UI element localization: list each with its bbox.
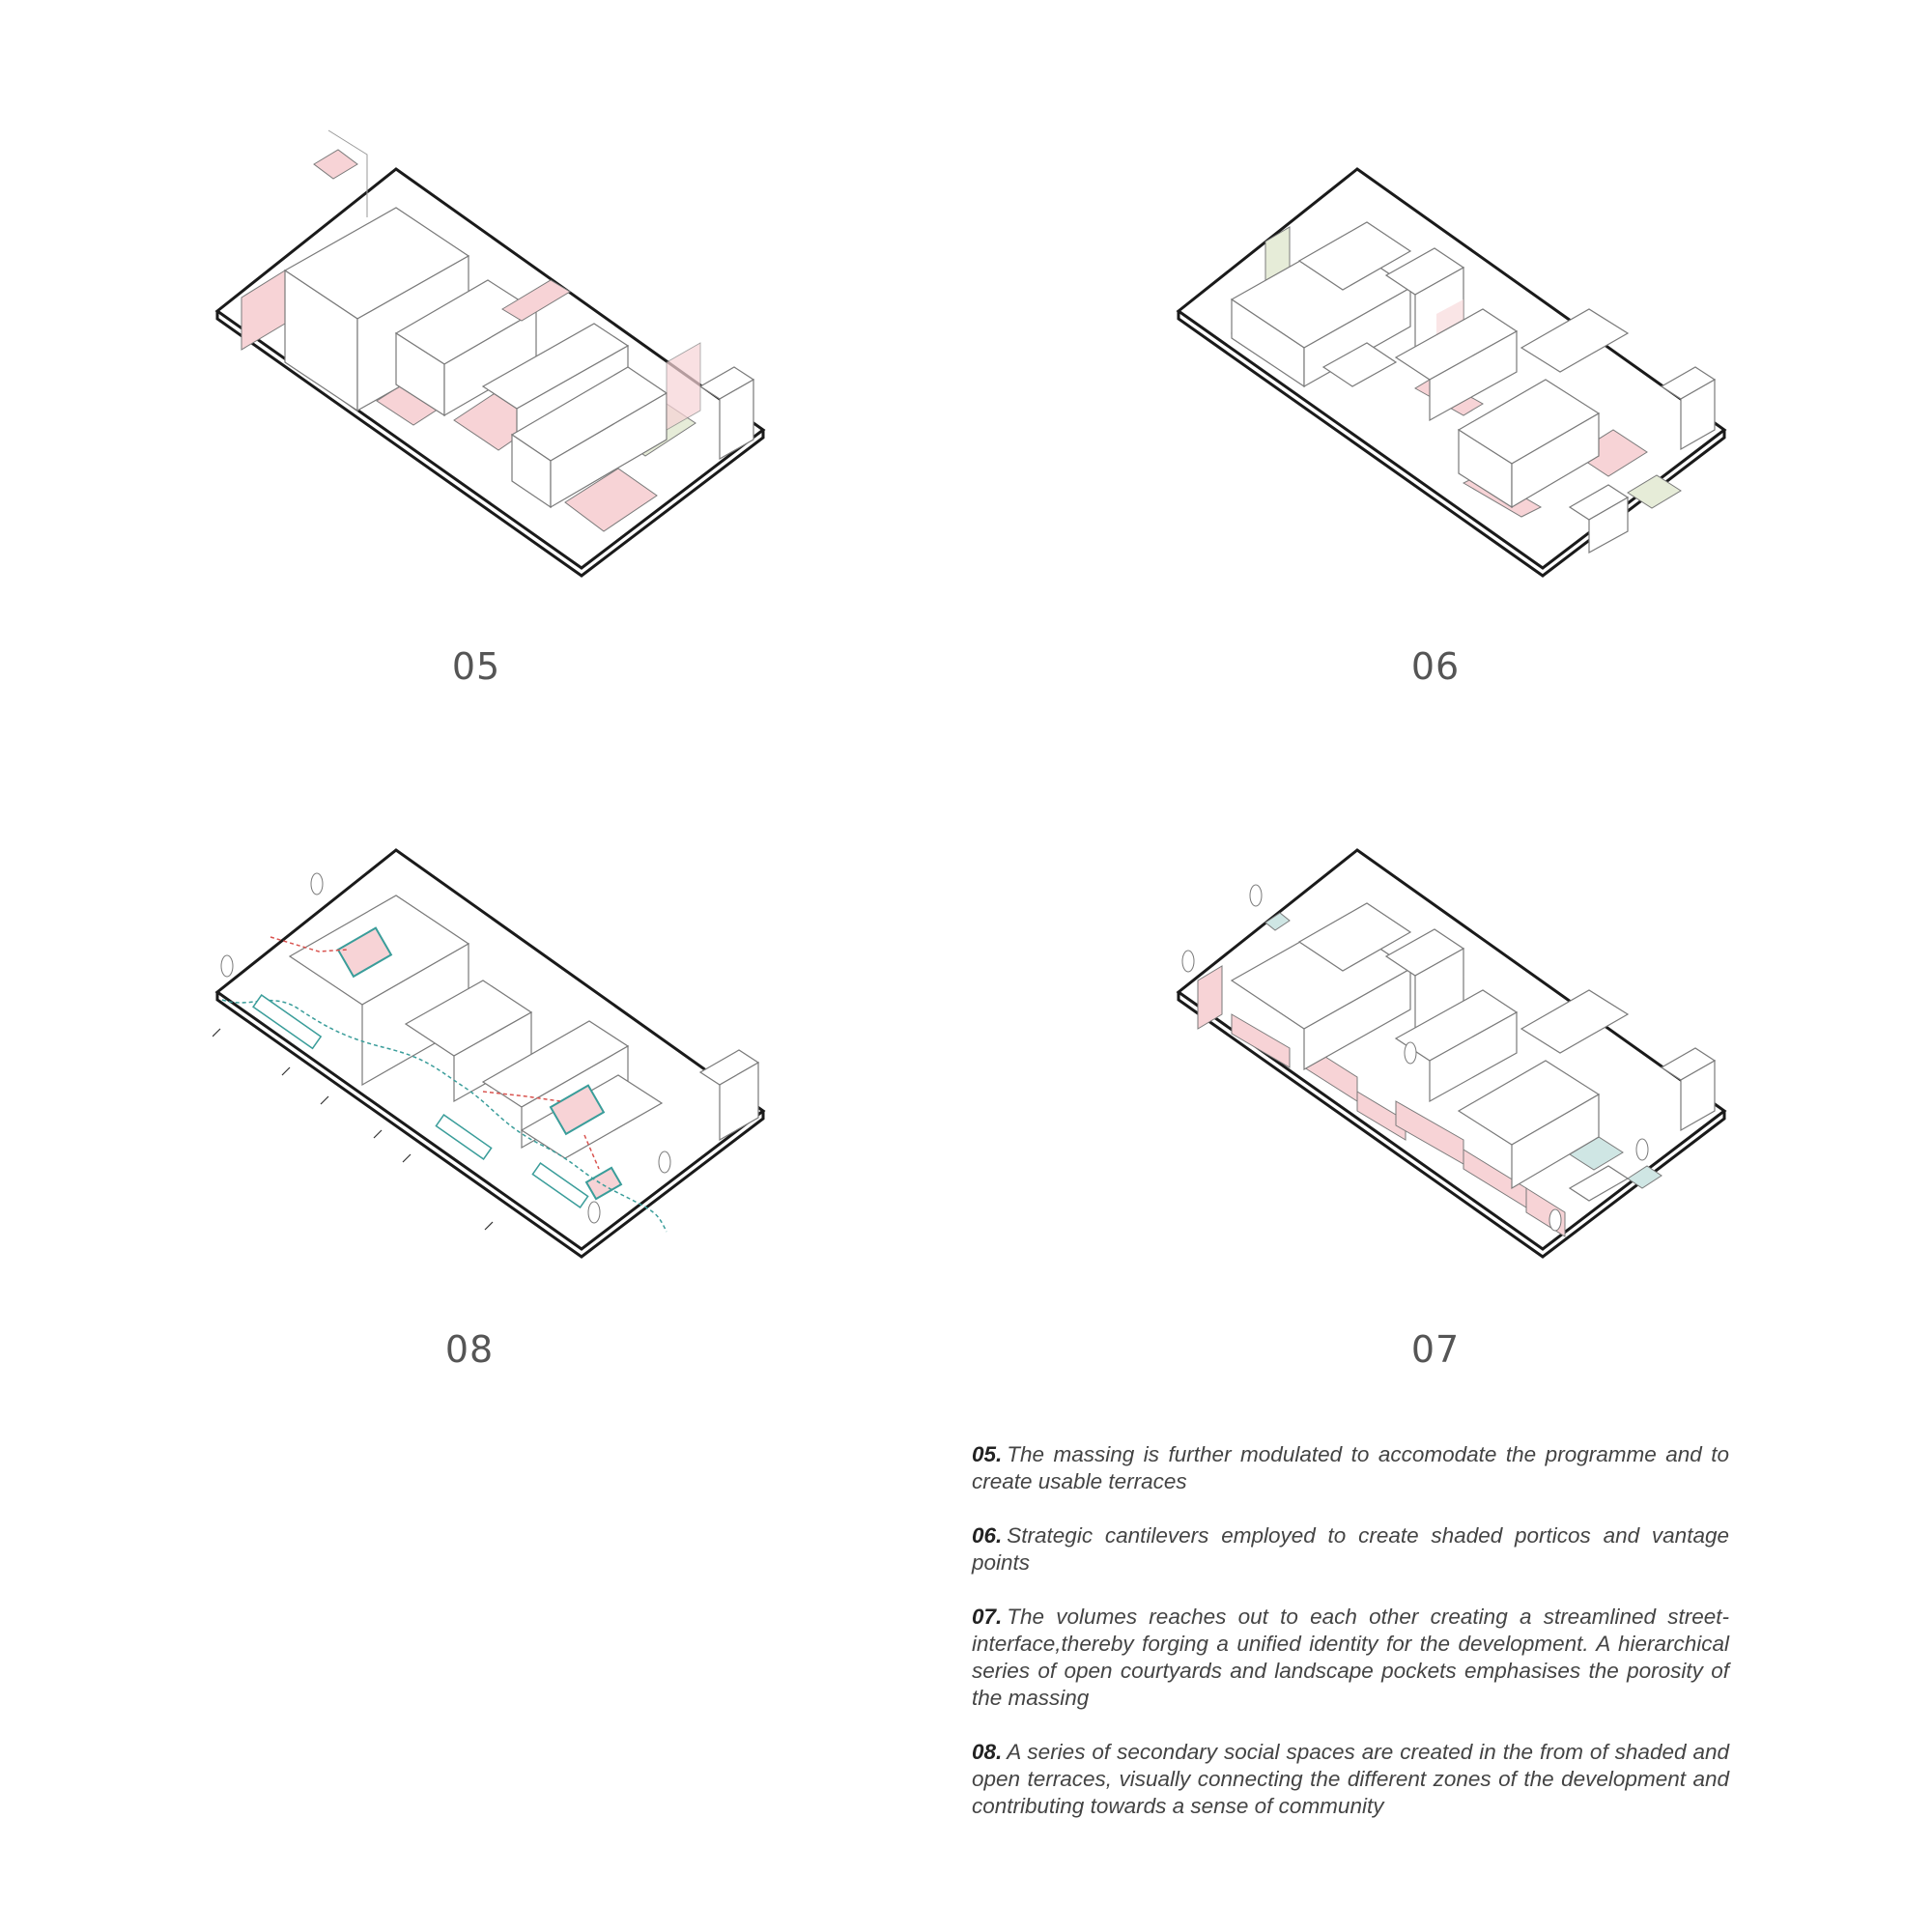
entry-arrow [374,1130,382,1138]
tree-symbol [659,1151,670,1173]
diagram-label-08: 08 [444,1328,495,1371]
note-text: A series of secondary social spaces are created in the from of shaded and open terraces, visually connecting the different zones of the development and contributing towards a sense of community [972,1740,1729,1818]
tree-symbol [221,955,233,977]
tree-symbol [1182,951,1194,972]
massing-diagram-06 [1174,126,1753,589]
entry-arrow [403,1154,411,1162]
isometric-massing-07 [1174,807,1753,1270]
note-text: The massing is further modulated to accomodate the programme and to create usable terraces [972,1442,1729,1493]
tree-symbol [311,873,323,895]
note-number: 07. [972,1605,1003,1629]
note-07 [972,1604,1729,1712]
terrace-area [314,150,357,179]
massing-diagram-07 [1174,807,1753,1270]
note-05 [972,1441,1729,1495]
note-08 [972,1739,1729,1820]
entry-arrow [485,1222,493,1230]
isometric-massing-05 [213,126,792,589]
isometric-massing-06 [1174,126,1753,589]
diagram-label-07: 07 [1410,1328,1461,1371]
isometric-massing-08 [213,807,792,1270]
tree-symbol [588,1202,600,1223]
note-number: 06. [972,1523,1003,1548]
diagram-label-06: 06 [1410,645,1461,688]
note-text: Strategic cantilevers employed to create shaded porticos and vantage points [972,1523,1729,1575]
tree-symbol [1549,1209,1561,1231]
tree-symbol [1405,1042,1416,1064]
diagram-label-05: 05 [451,645,501,688]
description-notes [972,1441,1729,1847]
massing-diagram-05 [213,126,792,589]
entry-arrow [321,1096,328,1104]
tree-symbol [1250,885,1262,906]
entry-arrow [282,1067,290,1075]
massing-diagram-08 [213,807,792,1270]
entry-arrow [213,1029,220,1037]
note-number: 08. [972,1740,1003,1764]
note-06 [972,1522,1729,1577]
tree-symbol [1636,1139,1648,1160]
note-text: The volumes reaches out to each other creating a streamlined street-interface,thereby forging a unified identity for the development. A hierarchical series of open courtyards and landscape pockets emphasises the porosity of the massing [972,1605,1729,1710]
note-number: 05. [972,1442,1003,1466]
